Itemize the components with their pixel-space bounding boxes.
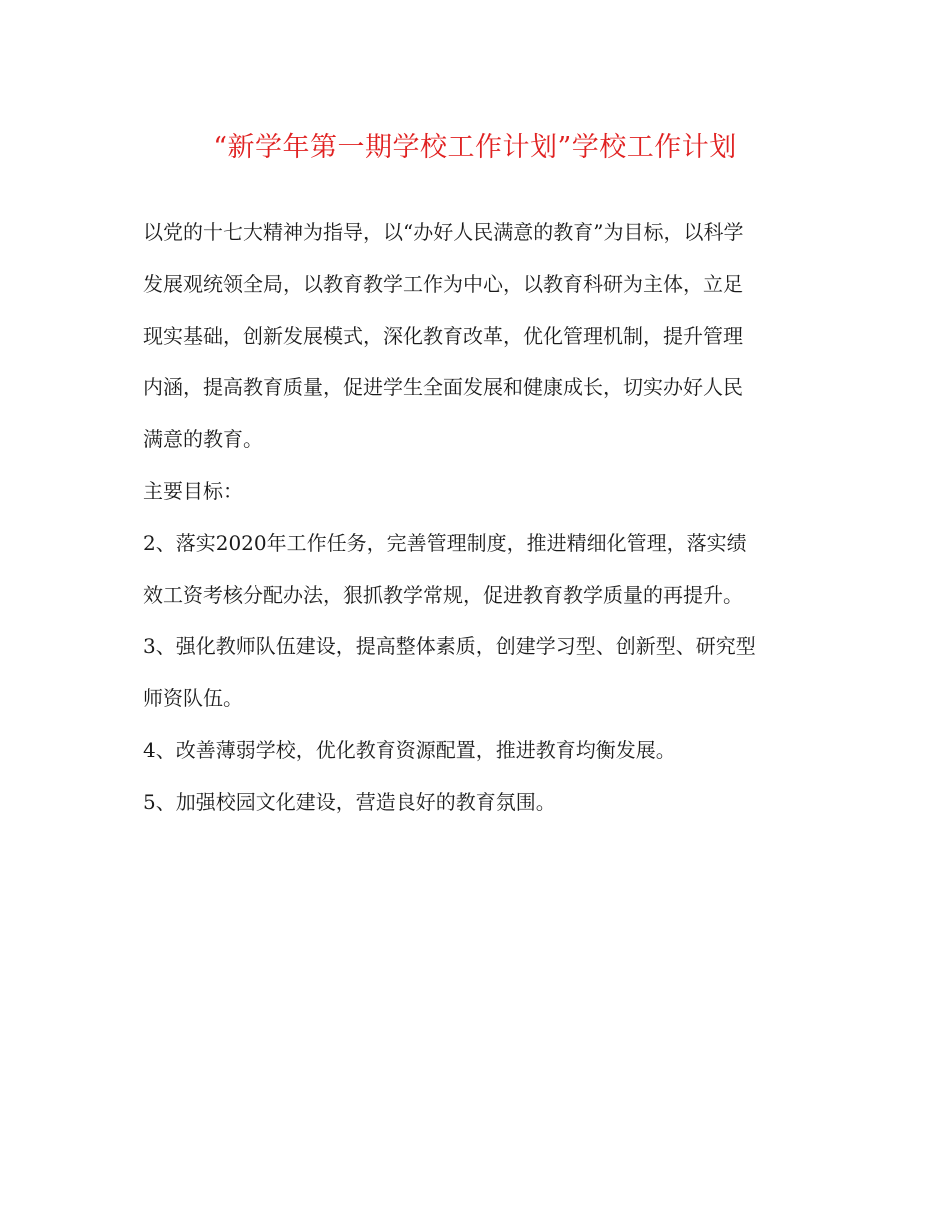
body-line: 3、强化教师队伍建设，提高整体素质，创建学习型、创新型、研究型 (143, 634, 756, 659)
body-line: 现实基础，创新发展模式，深化教育改革，优化管理机制，提升管理 (143, 323, 743, 348)
body-line: 4、改善薄弱学校，优化教育资源配置，推进教育均衡发展。 (143, 737, 676, 762)
document-title: “新学年第一期学校工作计划”学校工作计划 (213, 132, 737, 163)
body-line: 主要目标： (143, 478, 243, 503)
body-line: 发展观统领全局，以教育教学工作为中心，以教育科研为主体，立足 (143, 271, 743, 296)
body-line: 以党的十七大精神为指导，以“办好人民满意的教育”为目标，以科学 (143, 220, 744, 244)
body-line: 5、加强校园文化建设，营造良好的教育氛围。 (143, 789, 556, 814)
body-line: 师资队伍。 (143, 686, 243, 711)
body-line: 满意的教育。 (143, 427, 263, 452)
body-line: 内涵，提高教育质量，促进学生全面发展和健康成长，切实办好人民 (143, 375, 743, 400)
document-body (143, 212, 818, 834)
body-line: 效工资考核分配办法，狠抓教学常规，促进教育教学质量的再提升。 (143, 582, 743, 607)
body-line: 2、落实2020年工作任务，完善管理制度，推进精细化管理，落实绩 (143, 530, 747, 555)
